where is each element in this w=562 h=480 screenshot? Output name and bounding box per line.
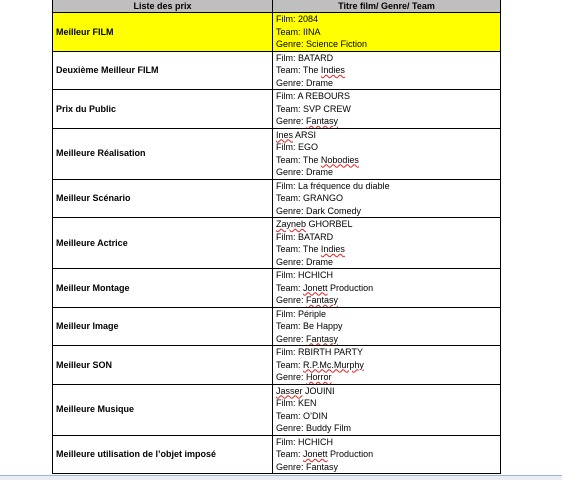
detail-value: EGO [298, 142, 319, 152]
detail-value: R.P.Mc.Murphy [303, 359, 364, 370]
film-details [273, 346, 501, 385]
film-detail-line [276, 256, 497, 269]
detail-value: La fréquence du diable [298, 180, 390, 191]
detail-label: Genre: [276, 372, 307, 382]
film-detail-line [276, 269, 497, 282]
detail-value: Zayneb GHORBEL [276, 219, 353, 229]
detail-value: Drame [306, 167, 334, 177]
table-row [53, 179, 501, 218]
film-details [273, 384, 501, 435]
detail-label: Team: [276, 193, 304, 203]
film-detail-line [276, 192, 497, 205]
film-details [273, 90, 501, 129]
detail-label: Genre: [276, 256, 307, 267]
detail-value: RBIRTH PARTY [298, 347, 364, 357]
film-detail-line [276, 64, 497, 77]
detail-label: Film: [276, 180, 298, 191]
film-detail-line [276, 205, 497, 218]
film-details [273, 218, 501, 269]
film-detail-line [276, 129, 497, 142]
detail-value: BATARD [298, 52, 334, 63]
header-prize-list: Liste des prix [53, 0, 273, 13]
detail-label: Film: [276, 347, 298, 357]
detail-label: Genre: [276, 295, 307, 305]
detail-value: GRANGO [303, 193, 344, 203]
detail-value: The Indies [302, 244, 345, 254]
prize-name: Meilleure utilisation de l’objet imposé [53, 435, 273, 474]
header-film-genre-team: Titre film/ Genre/ Team [273, 0, 501, 13]
detail-value: Science Fiction [306, 39, 368, 49]
film-detail-line [276, 359, 497, 372]
film-detail-line [276, 166, 497, 179]
detail-label: Team: [276, 449, 304, 459]
film-detail-line [276, 141, 497, 154]
detail-value: The Nobodies [302, 154, 359, 165]
prize-name: Meilleure Réalisation [53, 128, 273, 179]
film-detail-line [276, 308, 497, 321]
detail-label: Genre: [276, 77, 307, 88]
prize-name: Meilleur FILM [53, 13, 273, 52]
detail-label: Film: [276, 270, 298, 280]
film-details [273, 435, 501, 474]
detail-value: Horror [306, 372, 332, 382]
film-details [273, 307, 501, 346]
detail-value: IINA [303, 26, 321, 37]
detail-label: Genre: [276, 423, 307, 433]
table-row [53, 51, 501, 90]
film-detail-line [276, 448, 497, 461]
detail-value: Périple [298, 308, 327, 319]
prize-name: Meilleur Image [53, 307, 273, 346]
detail-value: Jonett Production [303, 282, 374, 293]
table-row [53, 269, 501, 308]
film-details [273, 269, 501, 308]
detail-value: The Indies [302, 65, 345, 75]
film-detail-line [276, 320, 497, 333]
detail-value: Fantasy [306, 295, 339, 305]
detail-label: Genre: [276, 39, 307, 49]
awards-table [52, 0, 501, 474]
film-detail-line [276, 243, 497, 256]
film-detail-line [276, 115, 497, 128]
film-detail-line [276, 461, 497, 474]
film-detail-line [276, 90, 497, 103]
detail-label: Team: [276, 103, 304, 114]
table-row [53, 346, 501, 385]
detail-value: Jasser JOUINI [276, 385, 335, 396]
detail-label: Genre: [276, 167, 307, 177]
detail-value: Fantasy [306, 461, 339, 472]
detail-label: Team: [276, 26, 304, 37]
detail-label: Film: [276, 91, 298, 101]
detail-label: Team: [276, 65, 303, 75]
table-row [53, 218, 501, 269]
prize-name: Meilleur Montage [53, 269, 273, 308]
table-body [53, 13, 501, 474]
film-detail-line [276, 180, 497, 193]
detail-value: Jonett Production [303, 449, 374, 459]
detail-label: Film: [276, 231, 298, 242]
film-detail-line [276, 231, 497, 244]
film-detail-line [276, 52, 497, 65]
prize-name: Meilleure Actrice [53, 218, 273, 269]
table-row [53, 90, 501, 129]
prize-name: Prix du Public [53, 90, 273, 129]
table-row [53, 435, 501, 474]
table-header-row [53, 0, 501, 13]
film-detail-line [276, 346, 497, 359]
film-detail-line [276, 218, 497, 231]
film-detail-line [276, 282, 497, 295]
detail-value: HCHICH [298, 436, 333, 447]
detail-value: KEN [298, 398, 317, 408]
detail-value: SVP CREW [303, 103, 351, 114]
detail-label: Team: [276, 154, 303, 165]
prize-name: Meilleur Scénario [53, 179, 273, 218]
detail-label: Genre: [276, 333, 307, 344]
detail-value: Drame [306, 256, 334, 267]
table-row [53, 13, 501, 52]
detail-value: 2084 [298, 14, 319, 24]
detail-label: Team: [276, 359, 304, 370]
detail-value: A REBOURS [297, 91, 351, 101]
detail-label: Film: [276, 436, 298, 447]
detail-label: Team: [276, 282, 304, 293]
prize-name: Meilleur SON [53, 346, 273, 385]
detail-label: Genre: [276, 116, 307, 126]
detail-label: Team: [276, 410, 304, 421]
detail-value: Fantasy [306, 333, 339, 344]
detail-label: Film: [276, 52, 298, 63]
film-detail-line [276, 26, 497, 39]
film-detail-line [276, 422, 497, 435]
film-detail-line [276, 103, 497, 116]
film-detail-line [276, 13, 497, 26]
detail-label: Film: [276, 142, 298, 152]
detail-label: Team: [276, 321, 304, 331]
prize-name: Meilleure Musique [53, 384, 273, 435]
prize-name: Deuxième Meilleur FILM [53, 51, 273, 90]
detail-value: O’DIN [303, 410, 328, 421]
detail-value: HCHICH [298, 270, 333, 280]
film-detail-line [276, 436, 497, 449]
detail-label: Genre: [276, 461, 307, 472]
detail-value: Drame [306, 77, 334, 88]
film-detail-line [276, 77, 497, 90]
table-row [53, 384, 501, 435]
film-detail-line [276, 333, 497, 346]
detail-value: Ines ARSI [276, 129, 317, 140]
detail-value: BATARD [298, 231, 334, 242]
film-details [273, 13, 501, 52]
film-detail-line [276, 294, 497, 307]
film-detail-line [276, 154, 497, 167]
detail-value: Be Happy [303, 321, 343, 331]
film-details [273, 128, 501, 179]
film-detail-line [276, 397, 497, 410]
detail-label: Genre: [276, 205, 307, 216]
detail-value: Fantasy [306, 116, 339, 126]
detail-label: Film: [276, 398, 298, 408]
detail-value: Buddy Film [306, 423, 352, 433]
film-detail-line [276, 410, 497, 423]
window-bottom-band [0, 476, 562, 480]
film-details [273, 51, 501, 90]
film-detail-line [276, 385, 497, 398]
table-row [53, 128, 501, 179]
film-details [273, 179, 501, 218]
film-detail-line [276, 371, 497, 384]
detail-value: Dark Comedy [306, 205, 362, 216]
detail-label: Film: [276, 308, 298, 319]
film-detail-line [276, 38, 497, 51]
table-row [53, 307, 501, 346]
detail-label: Team: [276, 244, 303, 254]
detail-label: Film: [276, 14, 298, 24]
